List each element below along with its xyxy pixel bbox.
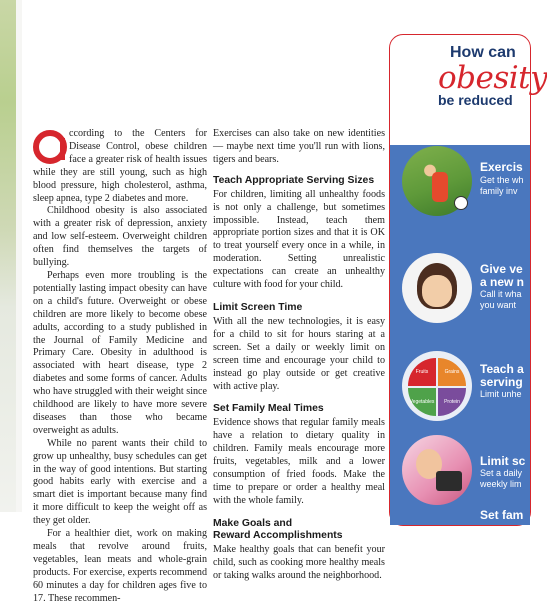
paragraph: Evidence shows that regular family meals have a relation to dietary quality in children. Family meals encourage more fruits, vegetables, milk and a lower consumption of fried foods. Make the time to prepare or order a healthy meal with the whole family.: [213, 417, 385, 506]
heading-line: Reward Accomplishments: [213, 529, 343, 541]
tip-description: Call it wha: [480, 289, 522, 299]
paragraph: Exercises can also take on new identities — maybe next time you'll run with lions, tigers and bears.: [213, 128, 385, 165]
sidebar-title-line-3: be reduced: [438, 92, 513, 108]
paragraph: For a healthier diet, work on making meals that revolve around fruits, vegetables, lean meats and whole-grain products. For exercise, experts recommend 60 minutes a day for children ages five to 17. These recommen-: [33, 528, 207, 604]
sidebar-title-line-1: How can: [450, 44, 516, 61]
tip-heading: Teach a: [480, 362, 524, 376]
kids-with-tablet-icon: [402, 435, 472, 505]
tip-description: weekly lim: [480, 479, 522, 489]
plate-fruits: Fruits: [408, 358, 436, 386]
paragraph: Make healthy goals that can benefit your child, such as cooking more healthy meals or taking walks around the neighborhood.: [213, 543, 385, 581]
paragraph: Perhaps even more troubling is the potentially lasting impact obesity can have on a child's future. Overweight or obese children are more likely to become obese adults, according to a study published in the Journal of Family Medicine and Primary Care. Obesity in adulthood is associated with heart disease, type 2 diabetes and some forms of cancer. Adults who have struggled with their weight since childhood are likely to have more severe diseases than those who became overweight as adults.: [33, 269, 207, 436]
tip-description: Set a daily: [480, 468, 523, 478]
children-playing-soccer-icon: [402, 146, 472, 216]
section-heading: [213, 518, 385, 542]
tip-heading: Limit sc: [480, 454, 526, 468]
tip-heading: Set fam: [480, 508, 524, 522]
girl-frowning-icon: [402, 253, 472, 323]
sidebar-tips-panel: [390, 145, 530, 525]
tip-heading: a new n: [480, 275, 525, 289]
tip-heading: serving: [480, 375, 523, 389]
paragraph: ccording to the Centers for Disease Control, obese children face a greater risk of health issues while they are still young, such as high blood pressure, high cholesterol, asthma, sleep apnea, type 2 diabetes and more.: [33, 128, 207, 204]
background-photo-edge: [0, 0, 22, 512]
sidebar-title: [390, 35, 547, 135]
tip-description: Get the wh: [480, 175, 524, 185]
tip-description: Limit unhe: [480, 389, 522, 399]
plate-vegetables: Vegetables: [408, 388, 436, 416]
tip-heading: Exercis: [480, 160, 523, 174]
tip-description: you want: [480, 300, 517, 310]
paragraph: With all the new technologies, it is easy for a child to sit for hours staring at a screen. Set a daily or weekly limit on screen time and encourage your child to instead go play outside or get creative with active play.: [213, 315, 385, 392]
section-heading: Teach Appropriate Serving Sizes: [213, 174, 375, 186]
heading-line: Make Goals and: [213, 517, 293, 529]
paragraph: While no parent wants their child to grow up unhealthy, busy schedules can get in the way of good intentions. But starting good habits early with exercise and a smart diet is important because many find it more difficult to keep the weight off as they get older.: [33, 437, 207, 527]
article-column-1: [33, 128, 207, 606]
paragraph: For children, limiting all unhealthy foods is not only a challenge, but sometimes impossible. Instead, teach them appropriate portion sizes and that it is OK to treat yourself every once in a while, in moderation. Setting unrealistic expectations can create an unhealthy culture with food for your child.: [213, 188, 385, 291]
tip-heading: Give ve: [480, 262, 523, 276]
tip-description: family inv: [480, 186, 518, 196]
myplate-diagram-icon: [402, 351, 472, 421]
section-heading: Set Family Meal Times: [213, 403, 324, 415]
paragraph: Childhood obesity is also associated with a greater risk of depression, anxiety and low self-esteem. Overweight children often find themselves the targets of bullying.: [33, 205, 207, 269]
section-heading: Limit Screen Time: [213, 301, 303, 313]
plate-protein: Protein: [438, 388, 466, 416]
sidebar-title-line-2: obesity: [438, 60, 547, 96]
obesity-tips-sidebar: [389, 34, 547, 526]
plate-grains: Grains: [438, 358, 466, 386]
drop-cap-a: [33, 130, 64, 158]
article-column-2: [213, 128, 385, 582]
